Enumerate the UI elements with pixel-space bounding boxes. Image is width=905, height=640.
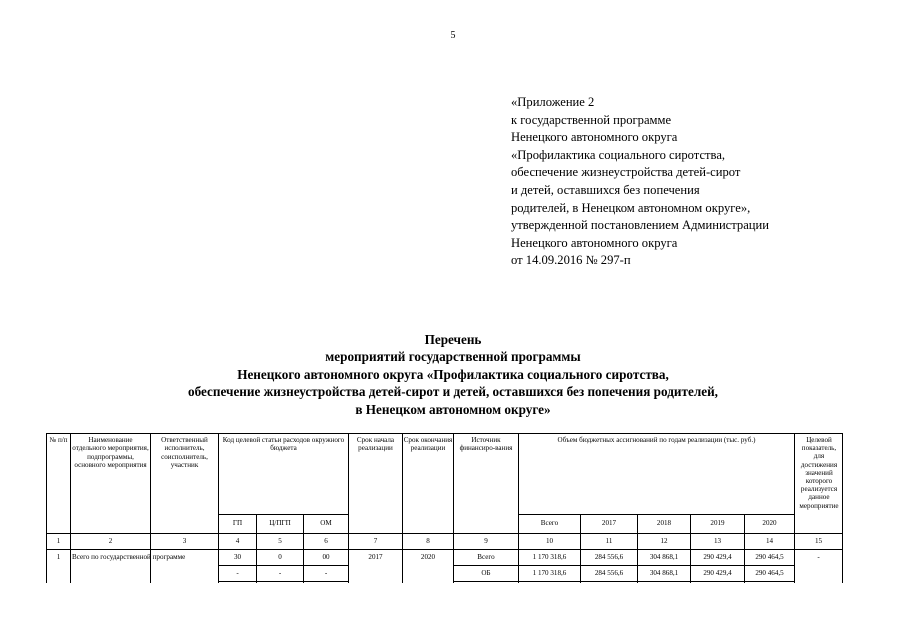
row-bottom-values bbox=[453, 581, 794, 582]
row-code-om: 00 bbox=[322, 553, 330, 561]
budget-subheader-rule bbox=[518, 514, 794, 515]
column-numbers-rule bbox=[46, 549, 842, 550]
column-number: 15 bbox=[814, 537, 823, 545]
column-number: 2 bbox=[108, 537, 113, 545]
row-end-year: 2020 bbox=[420, 553, 436, 561]
appendix-line: Ненецкого автономного округа bbox=[511, 130, 678, 145]
column-number: 9 bbox=[484, 537, 488, 545]
row-code-pgp: - bbox=[278, 569, 282, 577]
header-year-2018: 2018 bbox=[656, 519, 672, 527]
row-total: 1 170 318,6 bbox=[532, 553, 567, 561]
table-border-right bbox=[842, 433, 843, 583]
row-code-gp: 30 bbox=[233, 553, 242, 561]
column-number: 4 bbox=[235, 537, 240, 545]
header-code-gp: ГП bbox=[232, 519, 243, 527]
header-code-pgp: Ц/ПГП bbox=[269, 519, 291, 527]
row-code-om: - bbox=[324, 569, 328, 577]
row-indicator: - bbox=[817, 553, 820, 561]
column-number: 13 bbox=[713, 537, 722, 545]
header-budget-group: Объем бюджетных ассигнований по годам реализации (тыс. руб.) bbox=[557, 436, 756, 444]
appendix-note bbox=[511, 94, 891, 270]
title-line: обеспечение жизнеустройства детей-сирот и детей, оставшихся без попечения родителей, bbox=[188, 384, 718, 400]
row-bottom-codes bbox=[218, 581, 348, 582]
appendix-line: и детей, оставшихся без попечения bbox=[511, 182, 700, 197]
title-line: в Ненецком автономном округе» bbox=[355, 401, 551, 417]
row-total: 1 170 318,6 bbox=[532, 569, 567, 577]
header-year-2019: 2019 bbox=[710, 519, 725, 527]
header-num: № п/п bbox=[49, 436, 68, 444]
column-number: 5 bbox=[278, 537, 282, 545]
header-code-om: ОМ bbox=[320, 519, 332, 527]
row-source: ОБ bbox=[481, 569, 491, 577]
header-indicator: Целевой показатель, для достижения значений которого реализуется данное мероприятие bbox=[799, 436, 839, 510]
header-total: Всего bbox=[540, 519, 559, 527]
header-name: Наименование отдельного мероприятия, подпрограммы, основного мероприятия bbox=[72, 436, 149, 470]
appendix-line: Ненецкого автономного округа bbox=[511, 235, 678, 250]
header-bottom-rule bbox=[46, 533, 842, 534]
code-subheader-rule bbox=[218, 514, 348, 515]
column-number: 1 bbox=[56, 537, 61, 545]
row-divider-codes bbox=[218, 565, 348, 566]
header-source: Источник финансиро-вания bbox=[459, 436, 513, 453]
row-code-pgp: 0 bbox=[278, 553, 282, 561]
appendix-line: утвержденной постановлением Администрации bbox=[511, 218, 770, 233]
title-line: Перечень bbox=[424, 332, 482, 347]
row-2018: 304 868,1 bbox=[649, 553, 679, 561]
column-number: 3 bbox=[182, 537, 187, 545]
column-number: 8 bbox=[426, 537, 430, 545]
page-number: 5 bbox=[450, 30, 456, 41]
header-year-2020: 2020 bbox=[762, 519, 777, 527]
row-2020: 290 464,5 bbox=[755, 569, 784, 577]
title-line: Ненецкого автономного округа «Профилактика социального сиротства, bbox=[237, 366, 669, 382]
column-number: 10 bbox=[545, 537, 554, 545]
column-number: 6 bbox=[324, 537, 328, 545]
header-executor: Ответственный исполнитель, соисполнитель, участник bbox=[161, 436, 208, 470]
row-2019: 290 429,4 bbox=[703, 553, 732, 561]
appendix-line: «Профилактика социального сиротства, bbox=[511, 147, 726, 162]
header-year-2017: 2017 bbox=[601, 519, 617, 527]
appendix-line: «Приложение 2 bbox=[511, 95, 595, 109]
row-2018: 304 868,1 bbox=[649, 569, 679, 577]
header-start: Срок начала реализации bbox=[356, 436, 395, 453]
row-divider-values bbox=[453, 565, 794, 566]
row-name: Всего по государственной программе bbox=[72, 553, 186, 561]
header-code-group: Код целевой статьи расходов окружного бюджета bbox=[222, 436, 345, 453]
header-end: Срок окончания реализации bbox=[403, 436, 453, 453]
column-number: 14 bbox=[765, 537, 774, 545]
column-number: 11 bbox=[605, 537, 613, 545]
row-2017: 284 556,6 bbox=[594, 553, 624, 561]
row-source: Всего bbox=[477, 553, 495, 561]
table-border-top bbox=[46, 433, 842, 434]
appendix-line: к государственной программе bbox=[511, 112, 672, 127]
row-2019: 290 429,4 bbox=[703, 569, 732, 577]
row-code-gp: - bbox=[236, 569, 239, 577]
appendix-line: родителей, в Ненецком автономном округе», bbox=[511, 200, 751, 215]
row-2020: 290 464,5 bbox=[755, 553, 784, 561]
appendix-line: от 14.09.2016 № 297-п bbox=[511, 253, 631, 268]
appendix-line: обеспечение жизнеустройства детей-сирот bbox=[511, 165, 741, 180]
column-number: 7 bbox=[373, 537, 378, 545]
title-line: мероприятий государственной программы bbox=[325, 349, 581, 365]
document-title bbox=[100, 331, 806, 418]
row-2017: 284 556,6 bbox=[594, 569, 624, 577]
column-number: 12 bbox=[660, 537, 668, 545]
row-number: 1 bbox=[56, 553, 61, 561]
row-start-year: 2017 bbox=[368, 553, 383, 561]
